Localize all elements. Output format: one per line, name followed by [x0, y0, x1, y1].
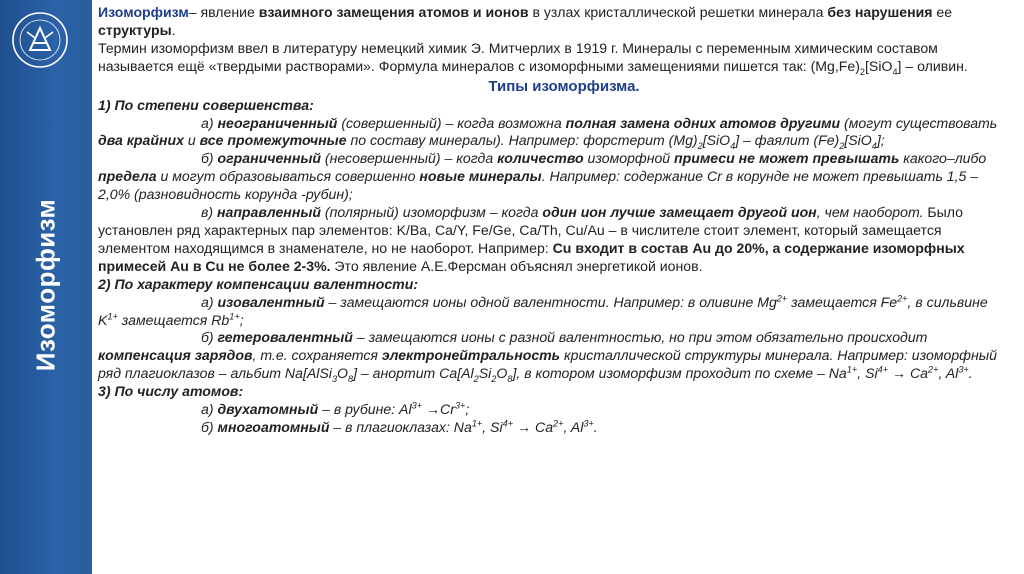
section-1-title: 1) По степени совершенства: — [98, 96, 314, 113]
university-logo-icon — [10, 10, 70, 70]
section-3-item-a: а) двухатомный – в рубине: $Al^{3+} \to Cr^{3+}$; — [201, 400, 470, 418]
sidebar-title: Изоморфизм — [30, 198, 61, 372]
section-1-item-b: б) ограниченный (несовершенный) – когда количество изоморфной примеси не может превышать какого–либо предела и могут образовываться совершенно новые минералы. Например: содержание Cr в корунде не может превышать 1,5 – 2,0% (разновидность корунда -рубин); — [98, 150, 987, 203]
section-heading: Типы изоморфизма. — [488, 77, 640, 95]
section-2-title: 2) По характеру компенсации валентности: — [98, 275, 419, 292]
section-1-item-a: а) неограниченный (совершенный) – когда возможна полная замена одних атомов другими (могут существовать два крайних и все промежуточные по составу минералы). Например: форстерит $(Mg)_2[SiO_4]$ – фаялит $(Fe)_2[SiO_4]$; — [98, 114, 998, 152]
section-2-item-a: а) изовалентный – замещаются ионы одной валентности. Например: в оливине $Mg^{2+}$ замещается $Fe^{2+}$, в сильвине $K^{1+}$ замещается $Rb^{1+}$; — [98, 292, 988, 328]
section-3-item-b: б) многоатомный – в плагиоклазах: $Na^{1+}$, $Si^{4+} \to Ca^{2+}$, $Al^{3+}$. — [201, 418, 598, 435]
slide-content — [98, 4, 1010, 437]
section-3-title: 3) По числу атомов: — [98, 383, 244, 400]
intro-paragraph-2: Термин изоморфизм ввел в литературу немецкий химик Э. Митчерлих в 1919 г. Минералы с переменным химическим составом называется ещё «твердыми растворами». Формула минералов с изоморфными замещениями пишется так: $(Mg,Fe)_2[SiO_4]$ – оливин. — [98, 39, 968, 77]
sidebar — [0, 0, 92, 574]
section-2-item-b: б) гетеровалентный – замещаются ионы с разной валентностью, но при этом обязательно происходит компенсация зарядов, т.е. сохраняется электронейтральность кристаллической структуры минерала. Например: изоморфный ряд плагиоклазов – альбит $Na[AlSi_3O_8]$ – анортит $Ca[Al_2Si_2O_8]$, в котором изоморфизм проходит по схеме – $Na^{1+}$, $Si^{4+} \to Ca^{2+}$, $Al^{3+}$. — [98, 329, 997, 385]
intro-paragraph: Изоморфизм– явление взаимного замещения атомов и ионов в узлах кристаллической решетки минерала без нарушения ее структуры. — [98, 4, 953, 38]
section-1-item-c: в) направленный (полярный) изоморфизм – когда один ион лучше замещает другой ион, чем наоборот. Было установлен ряд характерных пар элементов: K/Ba, Ca/Y, Fe/Ge, Ca/Th, Cu/Au – в числителе стоит элемент, который замещается элементом находящимся в знаменателе, но не наоборот. Например: Cu входит в состав Au до 20%, а содержание изоморфных примесей Au в Cu не более 2-3%. Это явление А.Е.Ферсман объяснял энергетикой ионов. — [98, 204, 965, 274]
